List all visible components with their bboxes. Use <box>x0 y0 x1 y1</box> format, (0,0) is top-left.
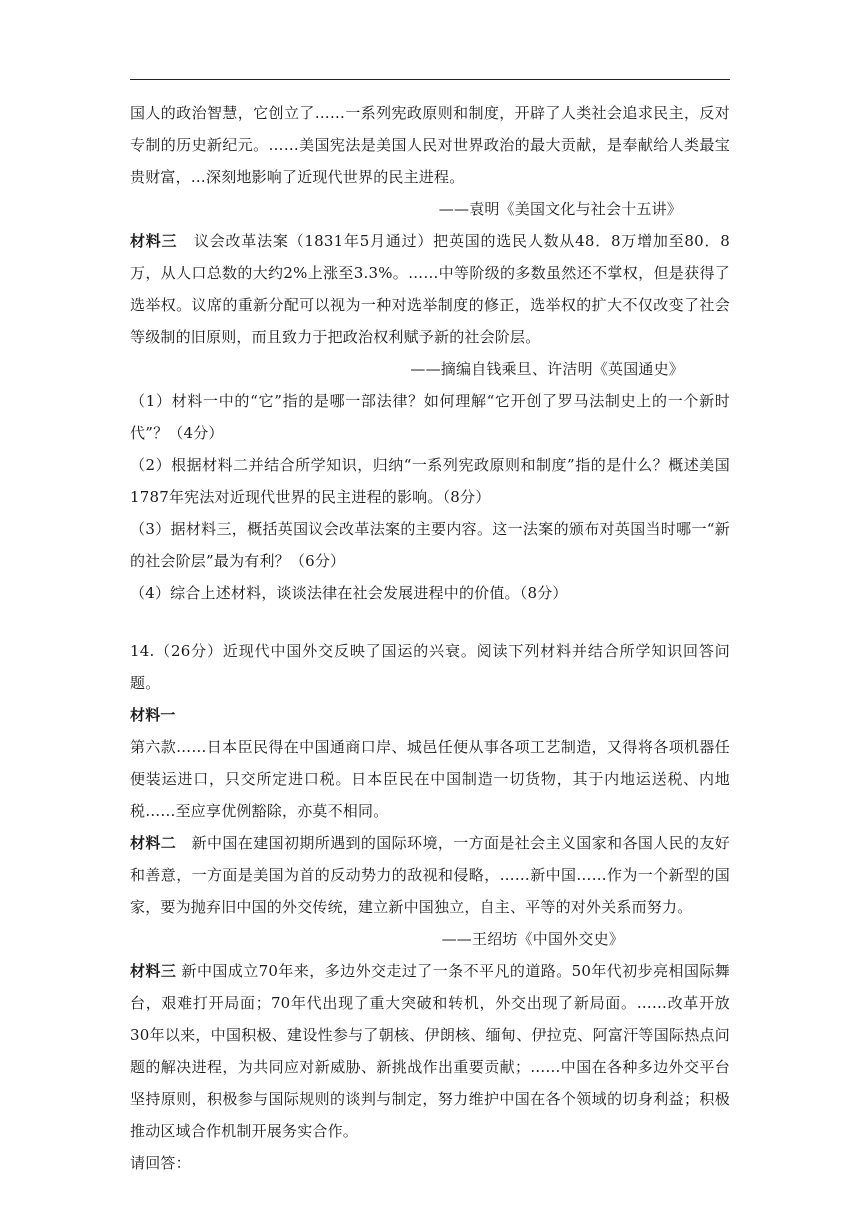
material3-text: 议会改革法案（1831年5月通过）把英国的选民人数从48．8万增加至80．8万，从人口总数的大约2%上涨至3.3%。……中等阶级的多数虽然还不掌权，但是获得了选举权。议席的重新分配可以视为一种对选举制度的修正，选举权的扩大不仅改变了社会等级制的旧原则，而且致力于把政治权利赋予新的社会阶层。 <box>130 232 730 346</box>
q14-material3-text: 新中国成立70年来，多边外交走过了一条不平凡的道路。50年代初步亮相国际舞台，艰难打开局面；70年代出现了重大突破和转机，外交出现了新局面。……改革开放30年以来，中国积极、建设性参与了朝核、伊朗核、缅甸、伊拉克、阿富汗等国际热点问题的解决进程，为共同应对新威胁、新挑战作出重要贡献；……中国在各种多边外交平台坚持原则，积极参与国际规则的谈判与制定，努力维护中国在各个领域的切身利益；积极推动区域合作机制开展务实合作。 <box>130 962 731 1140</box>
q14-material2-text: 新中国在建国初期所遇到的国际环境，一方面是社会主义国家和各国人民的友好和善意，一方面是美国为首的反动势力的敌视和侵略，……新中国……作为一个新型的国家，要为抛弃旧中国的外交传统，建立新中国独立，自主、平等的对外关系而努力。 <box>130 834 730 916</box>
question-14-intro: 14.（26分）近现代中国外交反映了国运的兴衰。阅读下列材料并结合所学知识回答问题。 <box>130 642 730 692</box>
q14-prompt: 请回答： <box>130 1154 191 1172</box>
material3-source: ——摘编自钱乘旦、许洁明《英国通史》 <box>410 360 684 378</box>
header-rule <box>130 79 730 80</box>
material2-continuation: 国人的政治智慧，它创立了……一系列宪政原则和制度，开辟了人类社会追求民主，反对专制的历史新纪元。……美国宪法是美国人民对世界政治的最大贡献，是奉献给人类最宝贵财富，…深刻地影响了近现代世界的民主进程。 <box>130 104 730 186</box>
material3-paragraph <box>130 225 730 353</box>
q14-material3-paragraph <box>130 955 730 1147</box>
material2-source: ——袁明《美国文化与社会十五讲》 <box>438 200 682 218</box>
q14-material1-text: 第六款……日本臣民得在中国通商口岸、城邑任便从事各项工艺制造，又得将各项机器任便装运进口，只交所定进口税。日本臣民在中国制造一切货物，其于内地运送税、内地税……至应享优例豁除，亦莫不相同。 <box>130 738 730 820</box>
question-3: （3）据材料三，概括英国议会改革法案的主要内容。这一法案的颁布对英国当时哪一“新的社会阶层”最为有利？（6分） <box>130 520 730 570</box>
page-content <box>130 97 730 1179</box>
material3-label: 材料三 <box>130 232 178 250</box>
section-gap <box>130 609 730 635</box>
q14-material2-label: 材料二 <box>130 834 177 852</box>
question-2: （2）根据材料二并结合所学知识，归纳“一系列宪政原则和制度”指的是什么？概述美国1787年宪法对近现代世界的民主进程的影响。（8分） <box>130 456 730 506</box>
question-1: （1）材料一中的“它”指的是哪一部法律？如何理解“它开创了罗马法制史上的一个新时代”？（4分） <box>130 392 730 442</box>
q14-material3-label: 材料三 <box>130 962 177 980</box>
q14-material2-paragraph <box>130 827 730 923</box>
q14-material1-label: 材料一 <box>130 706 176 724</box>
question-4: （4）综合上述材料，谈谈法律在社会发展进程中的价值。（8分） <box>130 584 568 602</box>
q14-material2-source: ——王绍坊《中国外交史》 <box>441 930 624 948</box>
